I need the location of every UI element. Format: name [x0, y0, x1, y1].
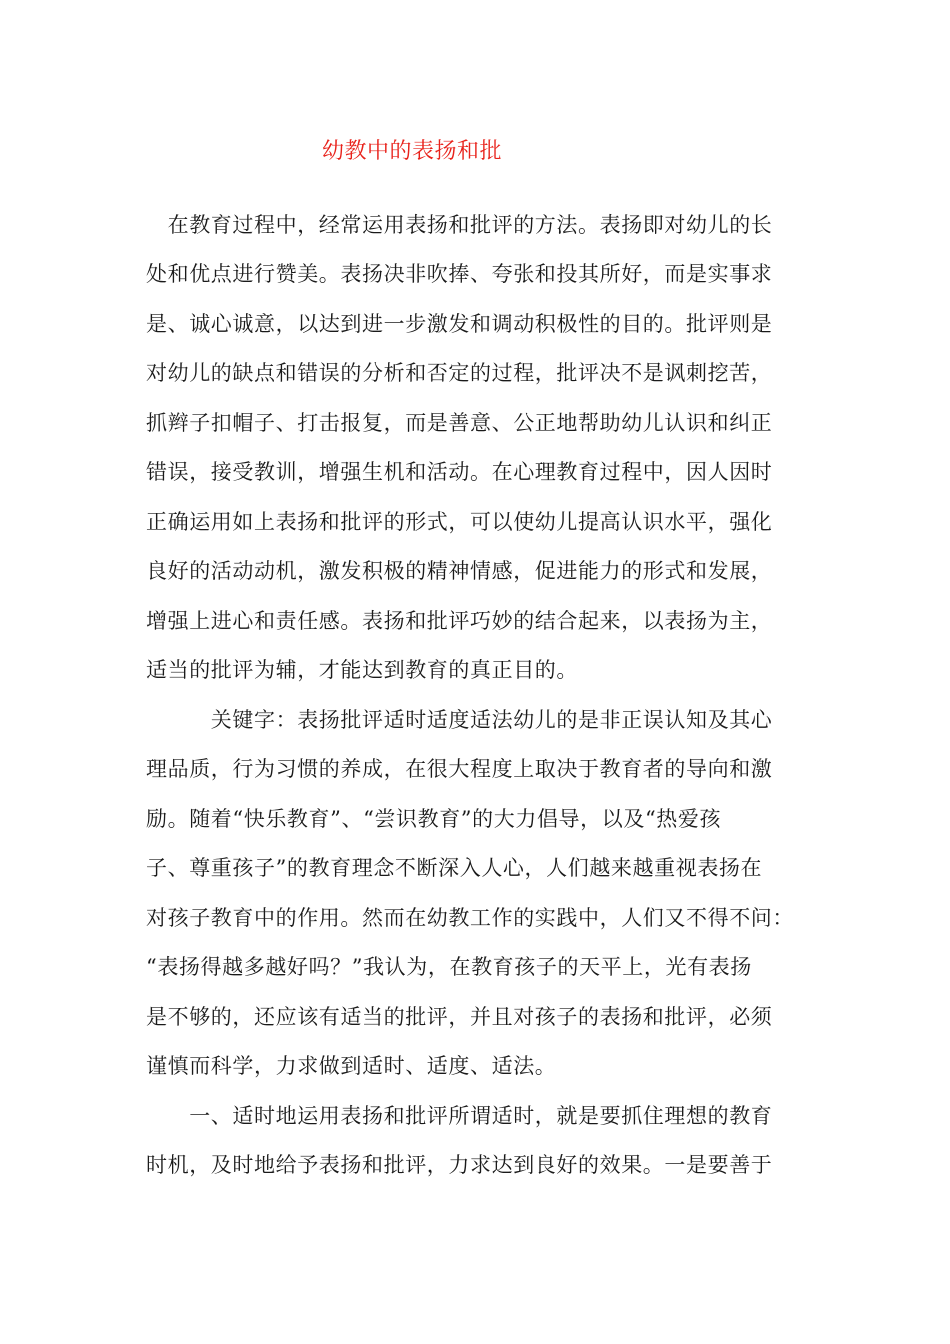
body-line: 对孩子教育中的作用。然而在幼教工作的实践中，人们又不得不问： — [146, 906, 794, 930]
body-line: 是不够的，还应该有适当的批评，并且对孩子的表扬和批评，必须 — [146, 1005, 773, 1029]
body-line: 增强上进心和责任感。表扬和批评巧妙的结合起来，以表扬为主， — [146, 609, 773, 633]
body-line: 时机，及时地给予表扬和批评，力求达到良好的效果。一是要善于 — [146, 1153, 773, 1177]
body-line: 正确运用如上表扬和批评的形式，可以使幼儿提高认识水平，强化 — [146, 510, 773, 534]
body-line: 理品质，行为习惯的养成，在很大程度上取决于教育者的导向和激 — [146, 757, 773, 781]
body-line: 谨慎而科学，力求做到适时、适度、适法。 — [146, 1054, 557, 1078]
body-line: 对幼儿的缺点和错误的分析和否定的过程，批评决不是讽刺挖苦， — [146, 361, 773, 385]
body-line: “表扬得越多越好吗？”我认为，在教育孩子的天平上，光有表扬 — [146, 955, 752, 979]
body-line: 在教育过程中，经常运用表扬和批评的方法。表扬即对幼儿的长 — [146, 213, 773, 237]
body-line: 适当的批评为辅，才能达到教育的真正目的。 — [146, 658, 578, 682]
document-title: 幼教中的表扬和批 — [322, 139, 503, 164]
body-line: 错误，接受教训，增强生机和活动。在心理教育过程中，因人因时 — [146, 460, 773, 484]
body-line: 是、诚心诚意，以达到进一步激发和调动积极性的目的。批评则是 — [146, 312, 773, 336]
body-line: 处和优点进行赞美。表扬决非吹捧、夸张和投其所好，而是实事求 — [146, 262, 773, 286]
body-line: 抓辫子扣帽子、打击报复，而是善意、公正地帮助幼儿认识和纠正 — [146, 411, 773, 435]
body-line: 一、适时地运用表扬和批评所谓适时，就是要抓住理想的教育 — [146, 1104, 773, 1128]
body-line: 良好的活动动机，激发积极的精神情感，促进能力的形式和发展， — [146, 559, 773, 583]
body-line: 子、尊重孩子”的教育理念不断深入人心，人们越来越重视表扬在 — [146, 856, 763, 880]
body-line: 励。随着“快乐教育”、“尝识教育”的大力倡导，以及“热爱孩 — [146, 807, 722, 831]
body-line: 关键字：表扬批评适时适度适法幼儿的是非正误认知及其心 — [146, 708, 773, 732]
